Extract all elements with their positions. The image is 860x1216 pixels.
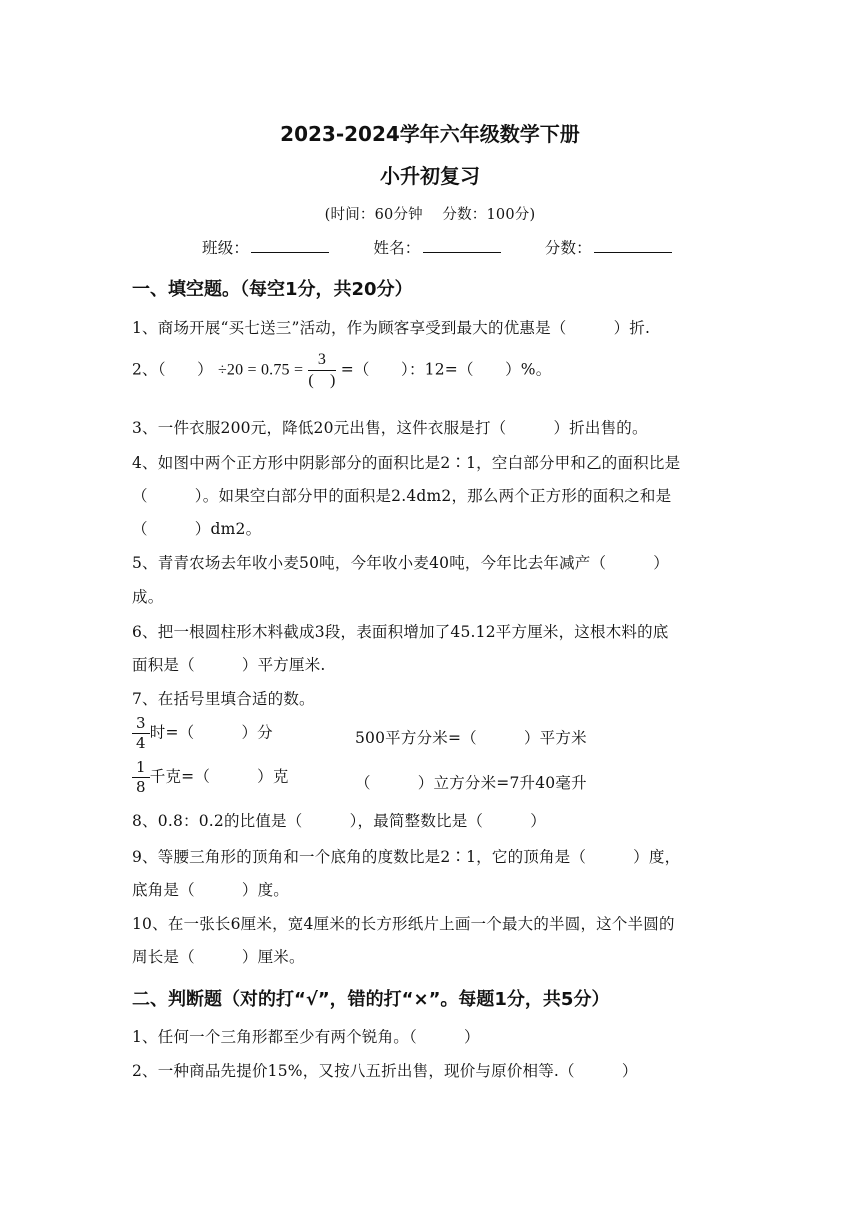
- q2-lead: 2、（ ）: [132, 360, 213, 379]
- student-info-row: [202, 236, 672, 258]
- time-score-info: (时间：60分钟 分数：100分): [324, 207, 536, 223]
- question-9-line-2: 底角是（ ）度。: [132, 881, 290, 899]
- section-heading-true-false: 二、判断题（对的打“√”，错的打“×”。每题1分，共5分）: [132, 989, 610, 1010]
- question-6-line-1: 6、把一根圆柱形木料截成3段，表面积增加了45.12平方厘米，这根木料的底: [132, 623, 669, 641]
- q7a-fraction: [132, 716, 150, 751]
- question-1: 1、商场开展“买七送三”活动，作为顾客享受到最大的优惠是（ ）折.: [132, 319, 651, 337]
- q7b-numerator: 1: [136, 758, 146, 776]
- q2-mid: ÷20 = 0.75 =: [217, 361, 304, 379]
- question-3: 3、一件衣服200元，降低20元出售，这件衣服是打（ ）折出售的。: [132, 419, 648, 437]
- question-7a-right: 500平方分米=（ ）平方米: [355, 729, 587, 747]
- question-5-line-2: 成。: [132, 588, 164, 606]
- name-field[interactable]: [423, 236, 501, 253]
- page-subtitle: 小升初复习: [380, 164, 480, 188]
- q7b-text: 千克=（ ）克: [149, 767, 289, 786]
- question-4-line-1: 4、如图中两个正方形中阴影部分的面积比是2∶1，空白部分甲和乙的面积比是: [132, 454, 681, 472]
- q2-tail: =（ ）：12=（ ）%。: [340, 360, 552, 379]
- question-8: 8、0.8：0.2的比值是（ ），最简整数比是（ ）: [132, 812, 546, 830]
- q7b-fraction: [132, 760, 150, 795]
- q7a-text: 时=（ ）分: [149, 723, 273, 742]
- q2-fraction-denominator[interactable]: ( ): [308, 372, 336, 389]
- page-title: 2023-2024学年六年级数学下册: [280, 122, 580, 146]
- tf-question-2: 2、一种商品先提价15%，又按八五折出售，现价与原价相等.（ ）: [132, 1062, 638, 1080]
- question-7b: [132, 760, 289, 795]
- class-label: 班级：: [202, 239, 250, 257]
- question-9-line-1: 9、等腰三角形的顶角和一个底角的度数比是2∶1，它的顶角是（ ）度，: [132, 848, 681, 866]
- q7a-denominator: 4: [136, 734, 146, 752]
- question-10-line-1: 10、在一张长6厘米，宽4厘米的长方形纸片上画一个最大的半圆，这个半圆的: [132, 915, 675, 933]
- question-4-line-2: （ ）。如果空白部分甲的面积是2.4dm2，那么两个正方形的面积之和是: [132, 487, 672, 505]
- name-label: 姓名：: [373, 239, 421, 257]
- score-field[interactable]: [594, 236, 672, 253]
- question-5-line-1: 5、青青农场去年收小麦50吨，今年收小麦40吨，今年比去年减产（ ）: [132, 554, 670, 572]
- score-label: 分数：: [544, 239, 592, 257]
- question-7b-right: （ ）立方分米=7升40毫升: [355, 774, 587, 792]
- q2-fraction-numerator: 3: [317, 351, 327, 368]
- question-7: 7、在括号里填合适的数。: [132, 690, 315, 708]
- question-10-line-2: 周长是（ ）厘米。: [132, 948, 305, 966]
- q2-fraction: [308, 352, 335, 389]
- question-6-line-2: 面积是（ ）平方厘米.: [132, 656, 326, 674]
- class-field[interactable]: [251, 236, 329, 253]
- question-2: [132, 352, 551, 389]
- section-heading-fill-blank: 一、填空题。（每空1分，共20分）: [132, 279, 413, 300]
- q7b-denominator: 8: [136, 778, 146, 796]
- tf-question-1: 1、任何一个三角形都至少有两个锐角。（ ）: [132, 1028, 480, 1046]
- question-4-line-3: （ ）dm2。: [132, 520, 262, 538]
- question-7a: [132, 716, 273, 751]
- q7a-numerator: 3: [136, 714, 146, 732]
